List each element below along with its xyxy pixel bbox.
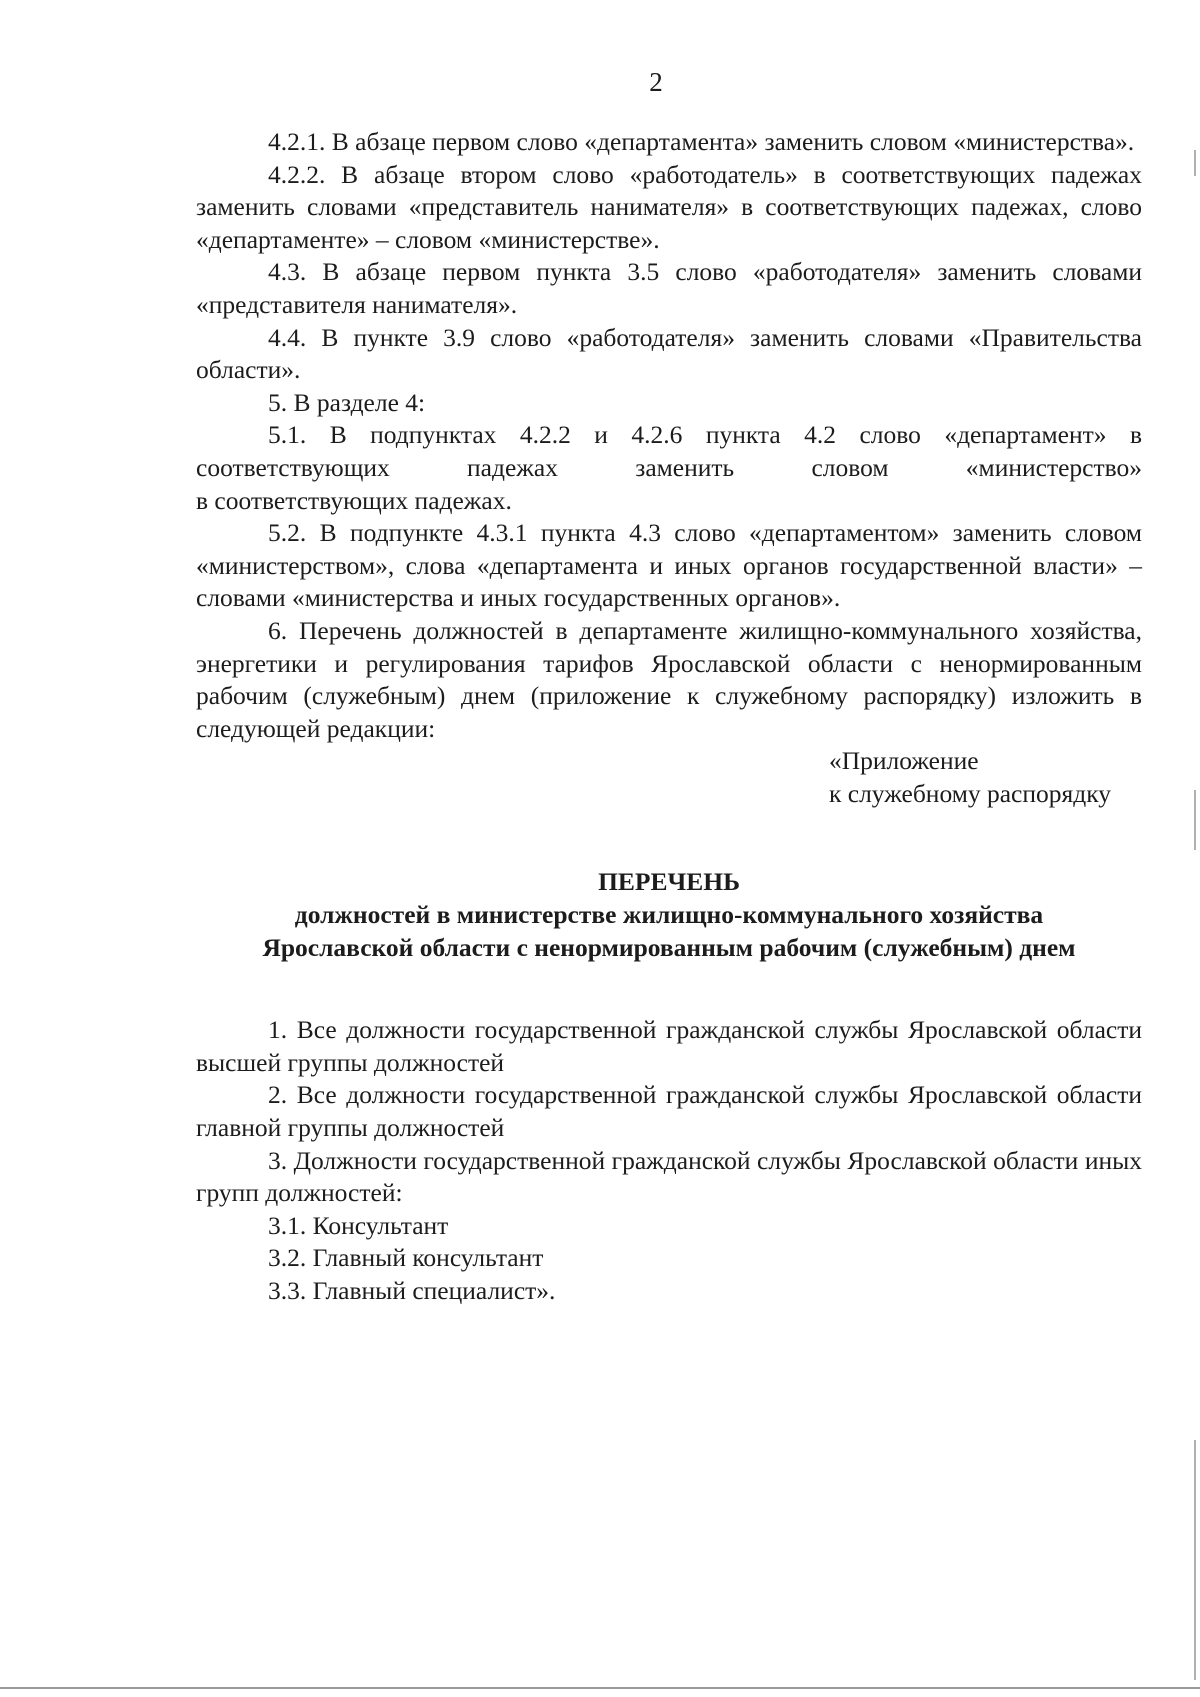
scan-edge-mark [1194, 1440, 1196, 1680]
list-item: 1. Все должности государственной гражданской службы Ярославской области высшей группы должностей [196, 1015, 1142, 1077]
paragraph-5: 5. В разделе 4: [268, 387, 426, 417]
appendix-line-2: к служебному распорядку [829, 778, 1111, 808]
scan-edge-bottom [0, 1687, 1200, 1689]
paragraph-5-1: 5.1. В подпунктах 4.2.2 и 4.2.6 пункта 4.2 слово «департамент» в соответствующих падежах заменить словом «министерство» [196, 420, 1142, 482]
sub-item-consultant: 3.1. Консультант [268, 1210, 449, 1240]
appendix-line-1: «Приложение [829, 746, 979, 776]
appendix-reference [196, 745, 1142, 810]
paragraph-6: 6. Перечень должностей в департаменте жилищно-коммунального хозяйства, энергетики и регулирования тарифов Ярославской области с ненормированным рабочим (служебным) днем (приложение к служебному распорядку) изложить в следующей редакции: [196, 615, 1142, 743]
list-item: 2. Все должности государственной гражданской службы Ярославской области главной группы должностей [196, 1080, 1142, 1143]
list-subtitle-line-1: должностей в министерстве жилищно-коммунального хозяйства [294, 900, 1044, 930]
list-item: 3. Должности государственной гражданской службы Ярославской области иных групп должностей: [196, 1145, 1142, 1208]
paragraph-4-3: 4.3. В абзаце первом пункта 3.5 слово «работодателя» заменить словами «представителя нанимателя». [196, 257, 1142, 319]
page-number: 2 [649, 67, 663, 97]
sub-item-chief-specialist: 3.3. Главный специалист». [268, 1276, 556, 1305]
paragraph-5-2: 5.2. В подпункте 4.3.1 пункта 4.3 слово «департаментом» заменить словом «министерством», слова «департамента и иных органов государственной власти» – словами «министерства и иных государственных органов». [196, 518, 1142, 613]
scan-edge-mark [1194, 790, 1196, 850]
scan-edge-mark [1194, 150, 1196, 176]
list-subtitle-line-2: Ярославской области с ненормированным рабочим (служебным) днем [262, 932, 1076, 962]
paragraph-5-1-continuation: в соответствующих падежах. [196, 485, 512, 515]
paragraph-4-2-1: 4.2.1. В абзаце первом слово «департамента» заменить словом «министерства». [268, 127, 1135, 156]
paragraph-4-4: 4.4. В пункте 3.9 слово «работодателя» заменить словами «Правительства области». [196, 322, 1142, 385]
list-title: ПЕРЕЧЕНЬ [598, 867, 740, 897]
positions-list [196, 1014, 1142, 1307]
sub-item-chief-consultant: 3.2. Главный консультант [268, 1243, 544, 1273]
document-body [196, 126, 1142, 1308]
paragraph-4-2-2: 4.2.2. В абзаце втором слово «работодатель» в соответствующих падежах заменить словами «представитель нанимателя» в соответствующих падежах, слово «департаменте» – словом «министерстве». [196, 159, 1142, 254]
